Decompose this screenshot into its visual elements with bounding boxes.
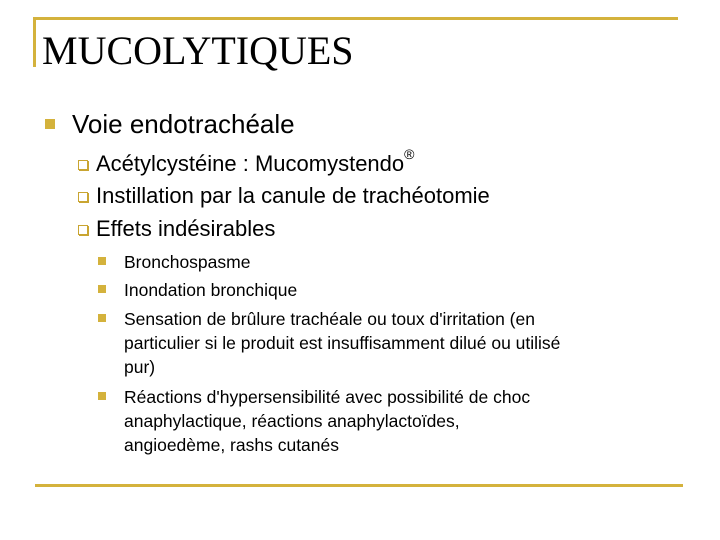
square-bullet-icon [45, 119, 55, 129]
bullet-line: Sensation de brûlure trachéale ou toux d'irritation (en [124, 309, 535, 329]
square-bullet-icon [98, 392, 106, 400]
top-rule [33, 17, 678, 20]
bullet-line: angioedème, rashs cutanés [124, 435, 339, 455]
bullet-level1-text: Voie endotrachéale [72, 109, 295, 139]
hollow-square-bullet-icon [78, 225, 88, 235]
left-rule [33, 17, 36, 67]
bullet-level2-text: Effets indésirables [96, 216, 276, 241]
square-bullet-icon [98, 314, 106, 322]
bullet-line: anaphylactique, réactions anaphylactoïdes, [124, 411, 460, 431]
bullet-level2-text: Acétylcystéine : Mucomystendo® [96, 146, 415, 176]
hollow-square-bullet-icon [78, 160, 88, 170]
hollow-square-bullet-icon [78, 192, 88, 202]
bullet-level2-text: Instillation par la canule de trachéotomie [96, 183, 490, 208]
bullet-line: Bronchospasme [124, 252, 251, 272]
bullet-line: particulier si le produit est insuffisamment dilué ou utilisé [124, 333, 561, 353]
bullet-line: pur) [124, 357, 156, 377]
registered-mark: ® [404, 146, 415, 162]
square-bullet-icon [98, 285, 106, 293]
bottom-rule [35, 484, 683, 487]
square-bullet-icon [98, 257, 106, 265]
bullet-line: Inondation bronchique [124, 280, 298, 300]
bullet-line: Réactions d'hypersensibilité avec possibilité de choc [124, 387, 531, 407]
slide-title: MUCOLYTIQUES [42, 28, 354, 73]
